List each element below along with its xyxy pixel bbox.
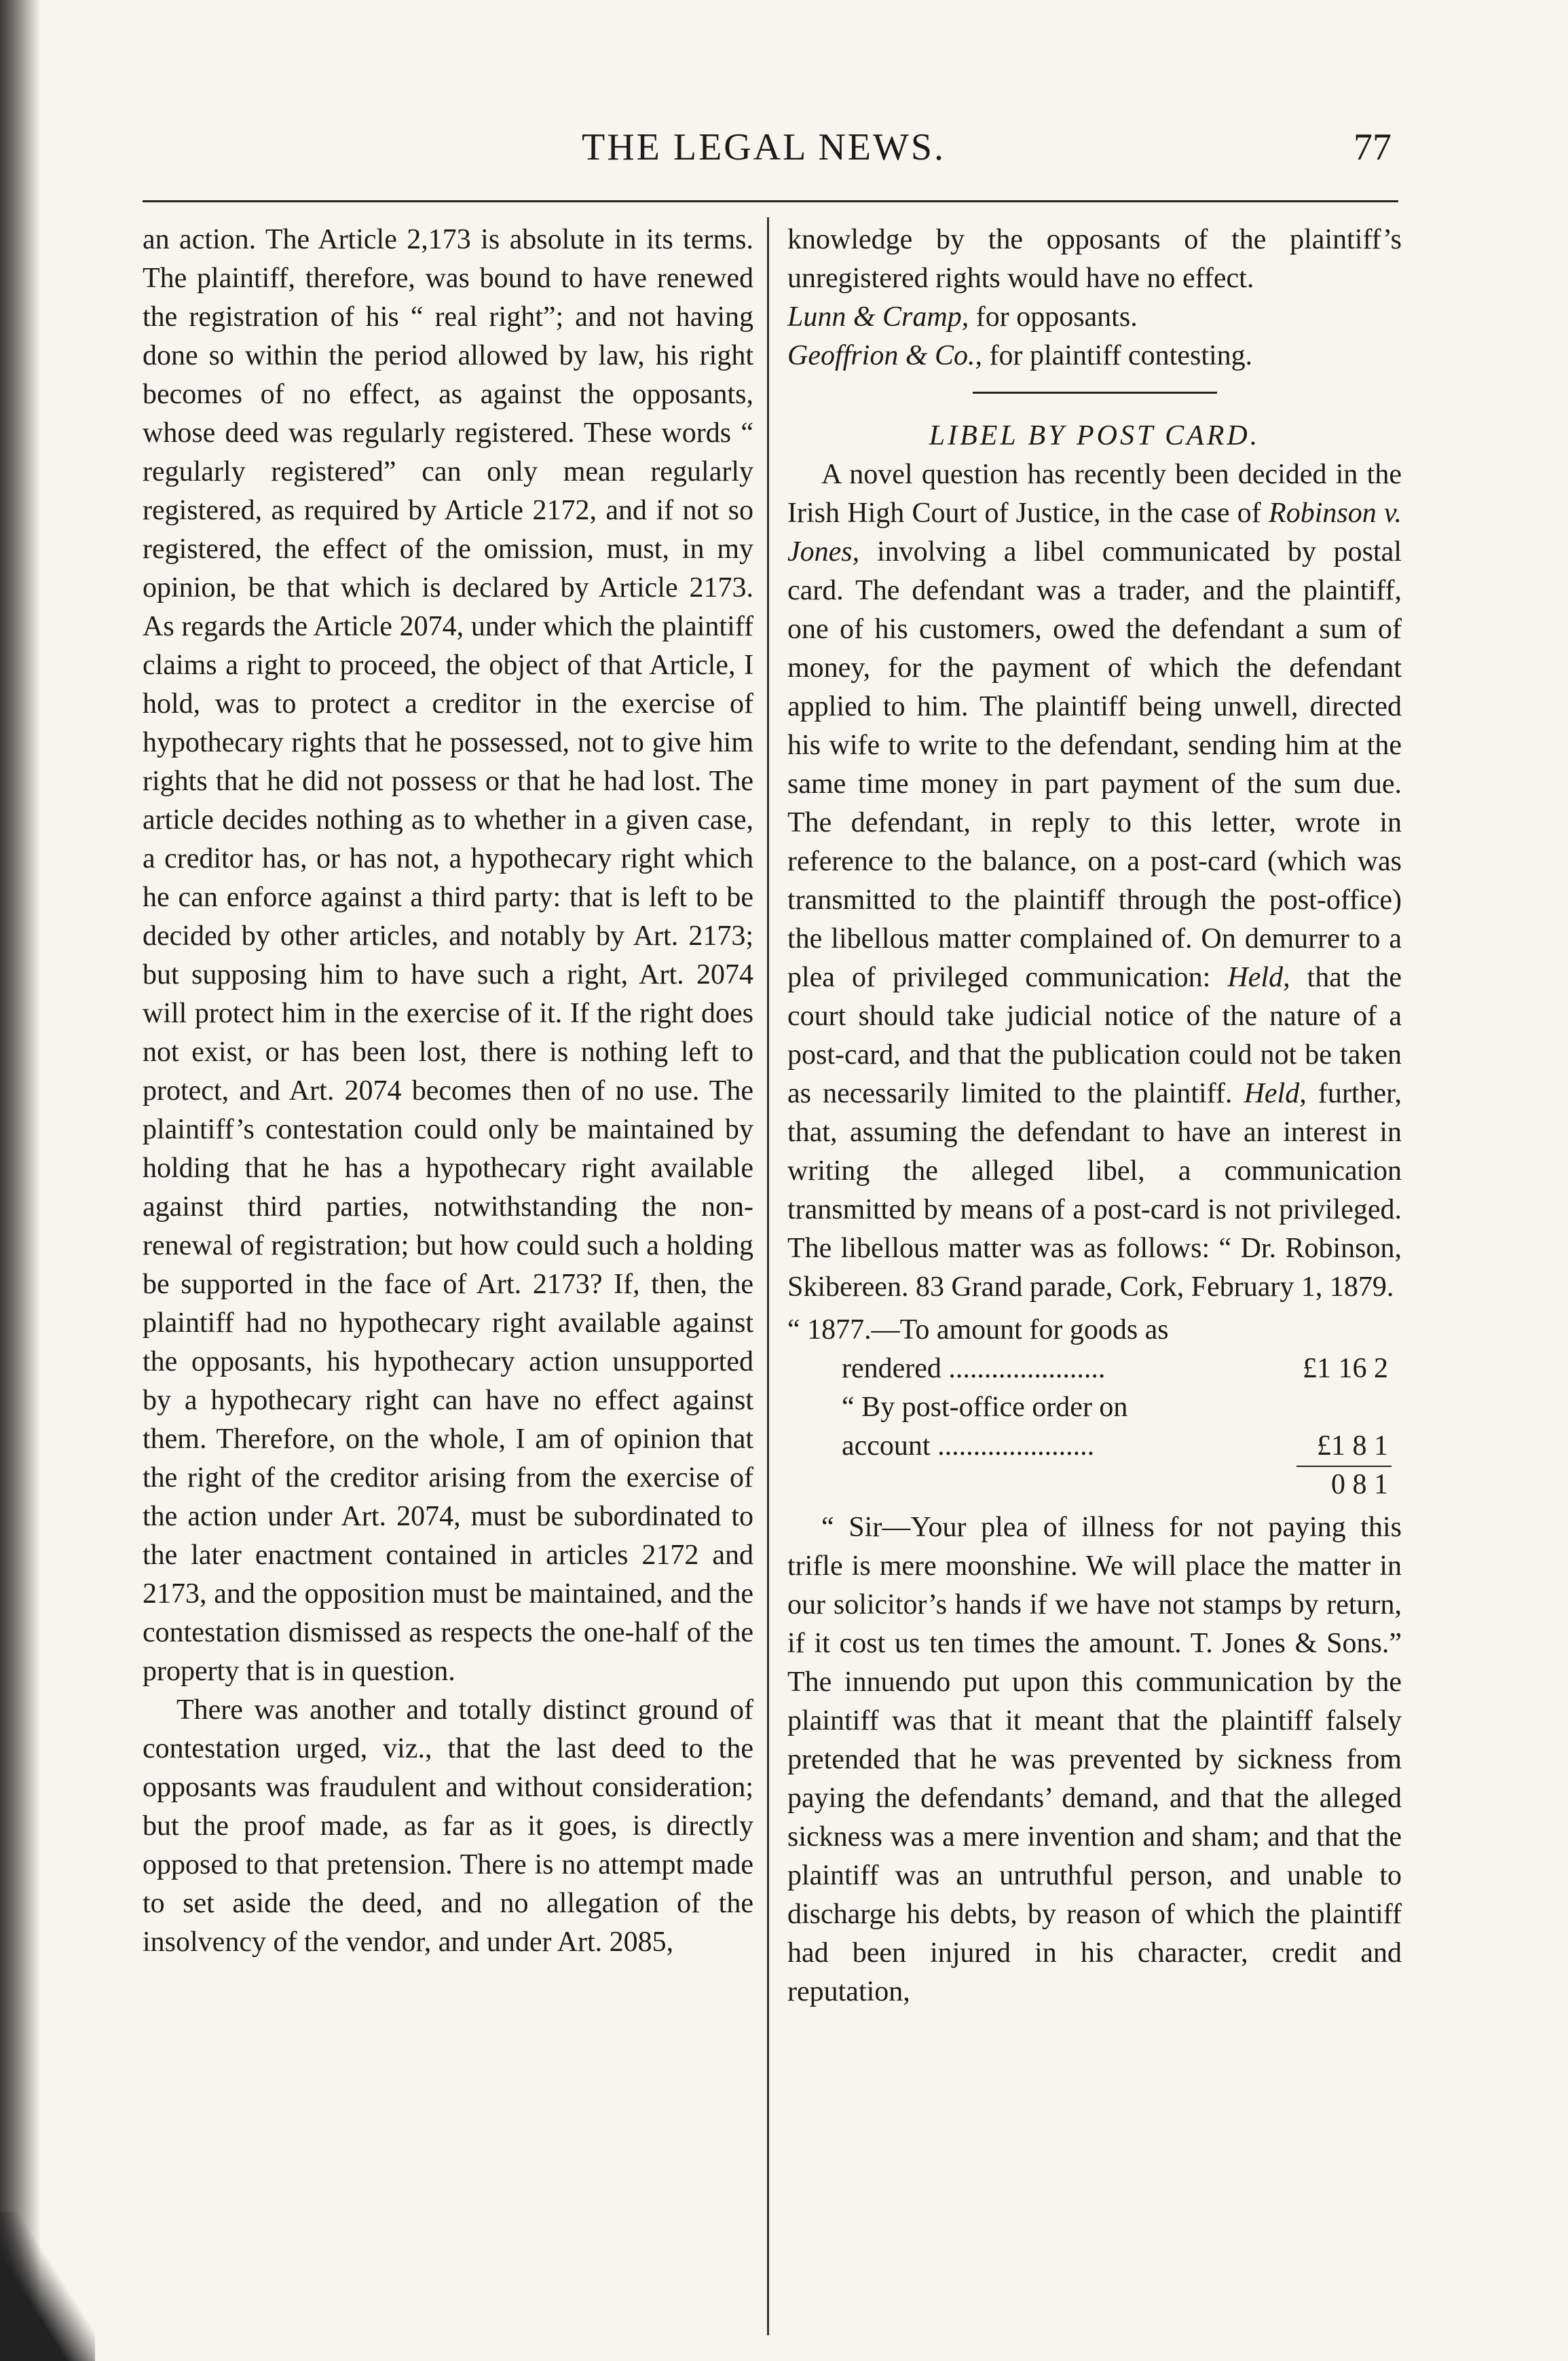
right-paragraph-3: “ Sir—Your plea of illness for not paying this trifle is mere moonshine. We will place the matter in our solicitor’s hands if we have not stamps by return, if it cost us ten times the amount. T. Jones & Sons.” The innuendo put upon this communication by the plaintiff was that it meant that the plaintiff falsely pretended that he was prevented by sickness from paying the defendants’ demand, and that the alleged sickness was a mere invention and sham; and that the plaintiff was an untruthful person, and unable to discharge his debts, by reason of which the plaintiff had been injured in his character, credit and reputation, xyxy=(787,1512,1402,2007)
account-amount: £1 16 2 xyxy=(1303,1353,1388,1384)
page-header xyxy=(122,126,1405,180)
scan-corner-shadow xyxy=(0,2212,95,2361)
counsel-role: for plaintiff contesting. xyxy=(989,340,1253,371)
section-rule xyxy=(973,392,1217,394)
account-label: “ By post-office order on xyxy=(842,1392,1128,1423)
text-run: further, that, assuming the defendant to have an interest in writing the alleged libel, a communication transmitted by means of a post-card is not privileged. The libellous matter was as follows: “ Dr. Robinson, Skibereen. 83 Grand parade, Cork, February 1, 1879. xyxy=(787,1078,1402,1303)
counsel-line xyxy=(787,337,1402,375)
section-title: LIBEL BY POST CARD. xyxy=(929,420,1261,451)
counsel-firm: Geoffrion & Co., xyxy=(787,340,983,371)
scan-binding-shadow xyxy=(0,0,41,2361)
left-paragraph-2: There was another and totally distinct ground of contestation urged, viz., that the last deed to the opposants was fraudulent and without consideration; but the proof made, as far as it goes, is directly opposed to that pretension. There is no attempt made to set aside the deed, and no allegation of the insolvency of the vendor, and under Art. 2085, xyxy=(143,1694,753,1958)
right-paragraph-2 xyxy=(787,456,1402,1307)
account-balance: 0 8 1 xyxy=(1331,1469,1388,1500)
account-balance-row xyxy=(787,1466,1402,1504)
account-statement xyxy=(787,1311,1402,1504)
case-name: Robinson v. Jones, xyxy=(787,498,1402,568)
counsel-line xyxy=(787,298,1402,337)
account-row xyxy=(787,1350,1402,1388)
account-row xyxy=(787,1311,1402,1350)
account-label: “ 1877.—To amount for goods as xyxy=(787,1314,1169,1345)
account-amount: £1 8 1 xyxy=(1317,1430,1388,1462)
account-row xyxy=(787,1427,1402,1466)
account-label: account ...................... xyxy=(842,1430,1095,1462)
right-column xyxy=(787,221,1402,2011)
text-run: A novel question has recently been decided in the Irish High Court of Justice, in the case of xyxy=(787,459,1402,529)
left-paragraph-1: an action. The Article 2,173 is absolute in its terms. The plaintiff, therefore, was bound to have renewed the registration of his “ real right”; and not having done so within the period allowed by law, his right becomes of no effect, as against the opposants, whose deed was regularly registered. These words “ regularly registered” can only mean regularly registered, as required by Article 2172, and if not so registered, the effect of the omission, must, in my opinion, be that which is declared by Article 2173. As regards the Article 2074, under which the plaintiff claims a right to proceed, the object of that Article, I hold, was to protect a creditor in the exercise of hypothecary rights that he possessed, not to give him rights that he did not possess or that he had lost. The article decides nothing as to whether in a given case, a creditor has, or has not, a hypothecary right which he can enforce against a third party: that is left to be decided by other articles, and notably by Art. 2173; but supposing him to have such a right, Art. 2074 will protect him in the exercise of it. If the right does not exist, or has been lost, there is nothing left to protect, and Art. 2074 becomes then of no use. The plaintiff’s contestation could only be maintained by holding that he has a hypothecary right available against third parties, notwithstanding the non-renewal of registration; but how could such a holding be supported in the face of Art. 2173? If, then, the plaintiff had no hypothecary right available against the opposants, his hypothecary action unsupported by a hypothecary right can have no effect against them. Therefore, on the whole, I am of opinion that the right of the creditor arising from the exercise of the action under Art. 2074, must be subordinated to the later enactment contained in articles 2172 and 2173, and the opposition must be maintained, and the contestation dismissed as respects the one-half of the property that is in question. xyxy=(143,224,753,1687)
held-label: Held, xyxy=(1227,962,1290,993)
counsel-role: for opposants. xyxy=(975,301,1138,333)
held-label: Held, xyxy=(1244,1078,1307,1109)
account-label: rendered ...................... xyxy=(842,1353,1106,1384)
header-rule xyxy=(143,200,1398,202)
running-title: THE LEGAL NEWS. xyxy=(582,126,946,168)
account-row xyxy=(787,1388,1402,1427)
left-column xyxy=(143,221,753,1962)
text-run: that the court should take judicial notice of the nature of a post-card, and that the publication could not be taken as necessarily limited to the plaintiff. xyxy=(787,962,1402,1109)
page-number: 77 xyxy=(1354,126,1392,168)
counsel-firm: Lunn & Cramp, xyxy=(787,301,969,333)
column-divider xyxy=(767,217,769,2335)
text-run: involving a libel communicated by postal card. The defendant was a trader, and the plaintiff, one of his customers, owed the defendant a sum of money, for the payment of which the defendant applied to him. The plaintiff being unwell, directed his wife to write to the defendant, sending him at the same time money in part payment of the sum due. The defendant, in reply to this letter, wrote in reference to the balance, on a post-card (which was transmitted to the plaintiff through the post-office) the libellous matter complained of. On demurrer to a plea of privileged communication: xyxy=(787,536,1402,993)
right-paragraph-1: knowledge by the opposants of the plaintiff’s unregistered rights would have no effect. xyxy=(787,224,1402,294)
